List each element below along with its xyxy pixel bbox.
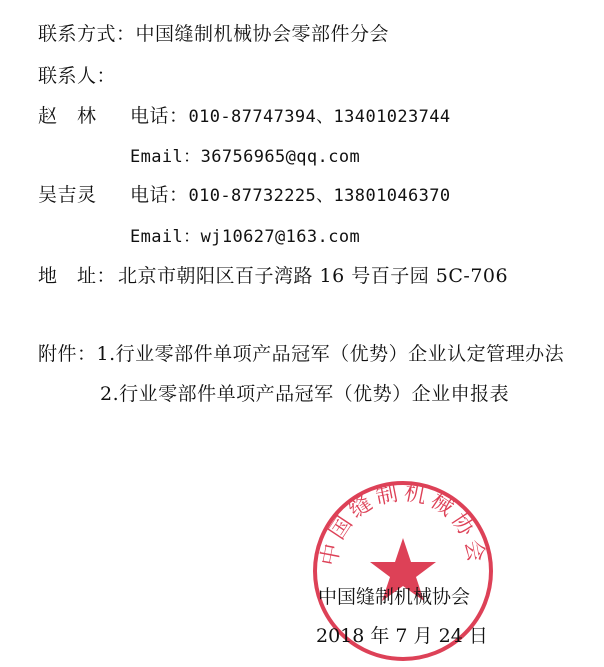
attachment-item-2: 2.行业零部件单项产品冠军（优势）企业申报表 xyxy=(100,383,510,405)
person-2-name: 吴吉灵 xyxy=(38,184,97,206)
attachment-item-1: 1.行业零部件单项产品冠军（优势）企业认定管理办法 xyxy=(96,343,565,365)
attachment-line-1 xyxy=(38,342,564,366)
contact-method-label: 联系方式： xyxy=(38,23,136,45)
person-2-phone-label: 电话： xyxy=(130,184,189,206)
contact-method-value: 中国缝制机械协会零部件分会 xyxy=(135,23,390,45)
signature-date: 2018 年 7 月 24 日 xyxy=(316,625,488,647)
address-line xyxy=(38,264,508,288)
person-2-email-line xyxy=(130,224,360,249)
contact-method-line xyxy=(38,22,389,46)
person-1-email-line xyxy=(130,144,360,169)
contact-person-label: 联系人： xyxy=(38,65,117,87)
person-1-phone-label: 电话： xyxy=(130,105,189,127)
person-2-line xyxy=(38,183,451,208)
signature-org: 中国缝制机械协会 xyxy=(318,586,471,608)
person-2-email: wj10627@163.com xyxy=(200,227,361,247)
person-1-email-label: Email： xyxy=(130,147,201,167)
person-1-phone: 010-87747394、13401023744 xyxy=(188,107,451,127)
person-2-phone: 010-87732225、13801046370 xyxy=(188,186,451,206)
address-value: 北京市朝阳区百子湾路 16 号百子园 5C-706 xyxy=(118,265,509,287)
address-label: 地 址： xyxy=(38,265,117,287)
person-2-email-label: Email： xyxy=(130,227,201,247)
person-1-name: 赵 林 xyxy=(38,105,97,127)
person-1-line xyxy=(38,104,451,129)
seal-text: 中国缝制机械协会 xyxy=(317,480,489,568)
attachments-label: 附件： xyxy=(38,343,97,365)
person-1-email: 36756965@qq.com xyxy=(200,147,361,167)
